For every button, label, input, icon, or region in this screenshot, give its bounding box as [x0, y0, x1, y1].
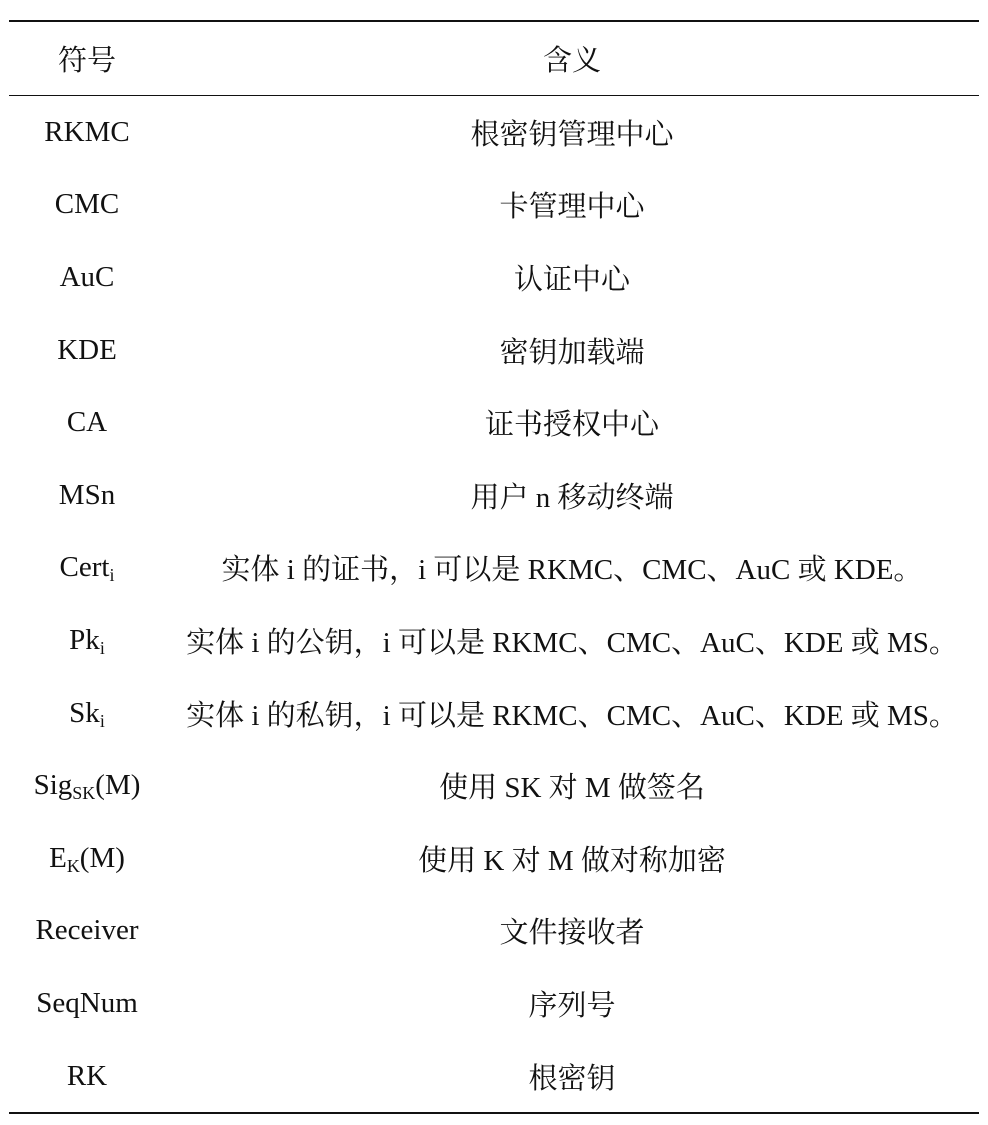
meaning-cell: 用户 n 移动终端 — [470, 481, 674, 514]
symbol-cell — [9, 895, 165, 968]
meaning-cell: 认证中心 — [513, 263, 630, 296]
symbol-cell — [9, 967, 165, 1040]
symbol-text: E — [49, 841, 67, 874]
symbol-text: RKMC — [44, 115, 130, 148]
symbol-cell — [9, 241, 165, 314]
symbol-subscript: K — [66, 855, 80, 876]
meaning-cell: 实体 i 的公钥，i 可以是 RKMC、CMC、AuC、KDE 或 MS。 — [186, 626, 958, 659]
table-body — [9, 96, 979, 1114]
meaning-cell: 序列号 — [528, 989, 616, 1022]
meaning-cell: 使用 K 对 M 做对称加密 — [418, 844, 726, 877]
table-row — [9, 822, 979, 895]
table-row — [9, 749, 979, 822]
symbol-subscript: i — [99, 710, 105, 731]
symbol-cell — [9, 459, 165, 532]
meaning-cell: 使用 SK 对 M 做签名 — [439, 772, 705, 805]
symbol-definition-table — [9, 20, 979, 1114]
symbol-text: CMC — [54, 188, 120, 221]
meaning-cell: 根密钥管理中心 — [470, 118, 674, 151]
symbol-text: Sk — [69, 696, 100, 729]
table-row — [9, 677, 979, 750]
symbol-text: CA — [66, 406, 108, 439]
table-row — [9, 241, 979, 314]
meaning-cell: 实体 i 的证书，i 可以是 RKMC、CMC、AuC 或 KDE。 — [221, 554, 923, 587]
table-row — [9, 604, 979, 677]
symbol-cell — [9, 532, 165, 605]
table-row — [9, 169, 979, 242]
symbol-text: SeqNum — [36, 986, 138, 1019]
table-row — [9, 895, 979, 968]
symbol-cell — [9, 677, 165, 750]
symbol-subscript: i — [109, 565, 115, 586]
symbol-cell — [9, 749, 165, 822]
symbol-cell — [9, 96, 165, 169]
table-row — [9, 1040, 979, 1114]
symbol-text: AuC — [59, 260, 115, 293]
symbol-cell — [9, 386, 165, 459]
symbol-tail: (M) — [95, 769, 141, 802]
symbol-text: KDE — [57, 333, 117, 366]
meaning-cell: 文件接收者 — [499, 917, 645, 950]
symbol-text: MSn — [58, 478, 116, 511]
symbol-tail: (M) — [79, 841, 125, 874]
table-row — [9, 967, 979, 1040]
symbol-subscript: i — [99, 637, 105, 658]
symbol-text: Receiver — [35, 914, 139, 947]
meaning-cell: 实体 i 的私钥，i 可以是 RKMC、CMC、AuC、KDE 或 MS。 — [186, 699, 958, 732]
table-header — [9, 21, 979, 96]
table-row — [9, 459, 979, 532]
header-row — [9, 21, 979, 96]
header-symbol: 符号 — [57, 45, 116, 77]
meaning-cell: 根密钥 — [528, 1062, 616, 1095]
meaning-cell: 卡管理中心 — [499, 191, 645, 224]
header-meaning: 含义 — [542, 45, 601, 77]
table-row — [9, 532, 979, 605]
symbol-cell — [9, 1040, 165, 1114]
symbol-cell — [9, 169, 165, 242]
symbol-cell — [9, 604, 165, 677]
symbol-text: RK — [66, 1059, 108, 1092]
meaning-cell: 证书授权中心 — [484, 409, 659, 442]
symbol-cell — [9, 822, 165, 895]
table-row — [9, 386, 979, 459]
meaning-cell: 密钥加载端 — [499, 336, 645, 369]
table-row — [9, 96, 979, 169]
symbol-subscript: SK — [72, 783, 96, 804]
symbol-text: Cert — [59, 551, 110, 584]
symbol-text: Sig — [33, 769, 73, 802]
symbol-cell — [9, 314, 165, 387]
table-row — [9, 314, 979, 387]
symbol-text: Pk — [69, 623, 100, 656]
